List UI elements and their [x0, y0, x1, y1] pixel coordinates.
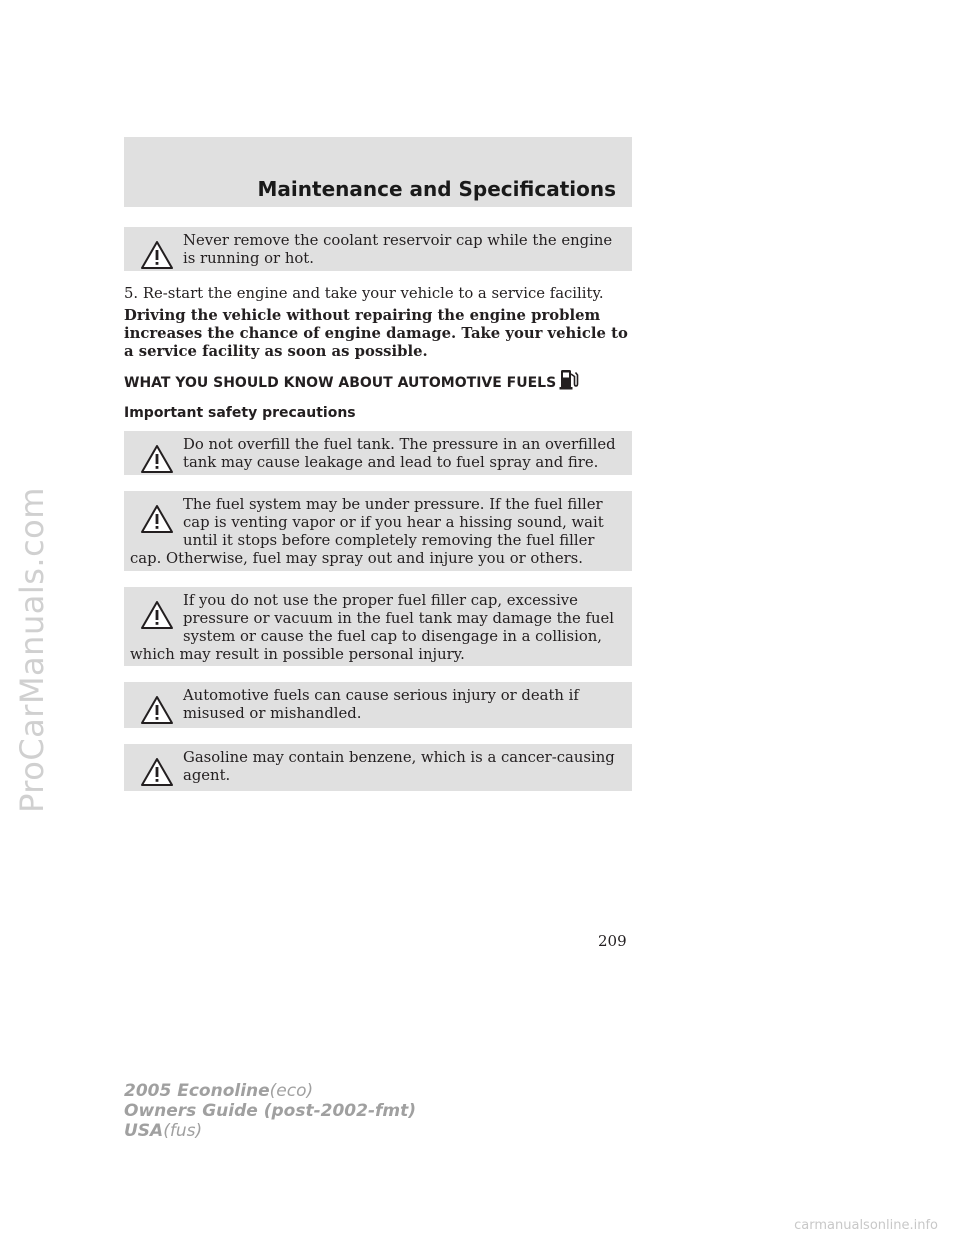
footer-line-guide: Owners Guide (post-2002-fmt) [124, 1101, 417, 1121]
warning-box-benzene [124, 744, 632, 791]
page-number: 209 [598, 932, 627, 950]
section-heading-text: WHAT YOU SHOULD KNOW ABOUT AUTOMOTIVE FUELS [124, 375, 557, 391]
subheading: Important safety precautions [124, 405, 356, 421]
warning-box-overfill [124, 431, 632, 475]
warning-triangle-icon [140, 757, 174, 787]
warning-triangle-icon [140, 444, 174, 474]
warning-text: If you do not use the proper fuel filler cap, excessive pressure or vacuum in the fuel tank may damage the fuel system or cause the fuel cap to disengage in a collision, which may result in possible personal injury. [130, 592, 614, 663]
warning-box-filler-cap [124, 587, 632, 666]
warning-box-coolant [124, 227, 632, 271]
warning-triangle-icon [140, 240, 174, 270]
warning-box-misuse [124, 682, 632, 728]
side-watermark-text: ProCarManuals.com [13, 487, 51, 813]
warning-triangle-icon [140, 504, 174, 534]
document-footer [124, 1081, 416, 1141]
step-5-text: 5. Re-start the engine and take your vehicle to a service facility. [124, 285, 604, 302]
warning-text: The fuel system may be under pressure. If the fuel filler cap is venting vapor or if you hear a hissing sound, wait until it stops before completely removing the fuel filler cap. Otherwise, fuel may spray out and injure you or others. [130, 496, 604, 567]
section-header [124, 137, 632, 207]
warning-text: Never remove the coolant reservoir cap while the engine is running or hot. [183, 232, 613, 267]
warning-box-pressure [124, 491, 632, 571]
engine-damage-note: Driving the vehicle without repairing the engine problem increases the chance of engine damage. Take your vehicle to a service facility as soon as possible. [124, 307, 628, 360]
warning-triangle-icon [140, 695, 174, 725]
warning-text: Automotive fuels can cause serious injury or death if misused or mishandled. [183, 687, 579, 722]
warning-text: Gasoline may contain benzene, which is a cancer-causing agent. [183, 749, 615, 784]
warning-triangle-icon [140, 600, 174, 630]
fuel-pump-icon [559, 367, 579, 391]
site-watermark: carmanualsonline.info [794, 1218, 938, 1233]
warning-text: Do not overfill the fuel tank. The pressure in an overfilled tank may cause leakage and lead to fuel spray and fire. [183, 436, 616, 471]
footer-line-model: 2005 Econoline(eco) [124, 1081, 314, 1101]
section-title: Maintenance and Specifications [257, 177, 616, 201]
section-heading [124, 367, 579, 392]
footer-line-market: USA(fus) [124, 1121, 203, 1141]
side-watermark [4, 340, 60, 960]
